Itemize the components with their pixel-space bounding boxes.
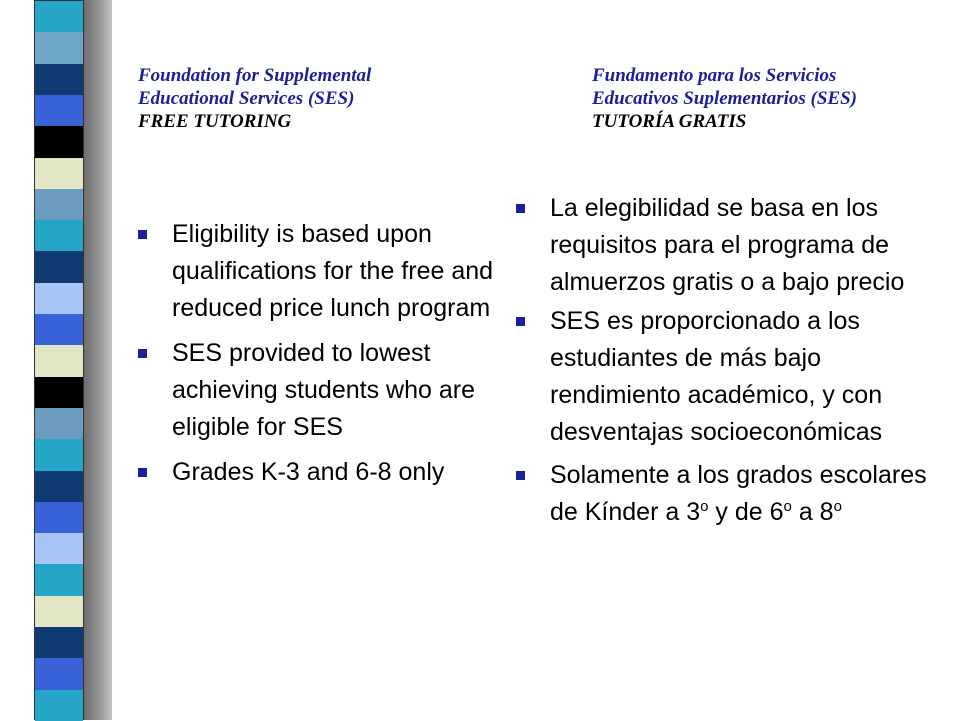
square-bullet-icon (138, 230, 147, 239)
stripe-segment (35, 32, 83, 64)
title-english-line-3: FREE TUTORING (138, 111, 292, 132)
square-bullet-icon (138, 349, 147, 358)
bullet-item (136, 335, 516, 446)
square-bullet-icon (516, 204, 525, 213)
bullet-item (136, 216, 516, 327)
english-bullet-list (136, 216, 516, 499)
ordinal-superscript: o (783, 498, 792, 515)
stripe-segment (35, 627, 83, 659)
bullet-item (514, 303, 954, 451)
bullet-text: SES es proporcionado a los estudiantes de más bajo rendimiento académico, y con desventajas socioeconómicas (550, 307, 883, 446)
bullet-item (514, 457, 954, 531)
title-spanish-line-1: Fundamento para los Servicios (592, 65, 837, 86)
title-spanish (592, 64, 857, 133)
stripe-segment (35, 314, 83, 346)
stripe-segment (35, 564, 83, 596)
stripe-segment (35, 220, 83, 252)
stripe-segment (35, 95, 83, 127)
stripe-segment (35, 471, 83, 503)
stripe-segment (35, 283, 83, 315)
title-spanish-line-2: Educativos Suplementarios (SES) (592, 88, 857, 109)
stripe-segment (35, 1, 83, 33)
decorative-stripe (34, 0, 84, 720)
stripe-segment (35, 189, 83, 221)
title-english (138, 64, 371, 133)
stripe-segment (35, 690, 83, 721)
spanish-bullet-list (514, 190, 954, 533)
title-english-line-2: Educational Services (SES) (138, 88, 355, 109)
stripe-shadow (84, 0, 112, 720)
stripe-segment (35, 64, 83, 96)
stripe-segment (35, 596, 83, 628)
stripe-segment (35, 158, 83, 190)
bullet-item (136, 454, 516, 491)
stripe-segment (35, 408, 83, 440)
stripe-segment (35, 126, 83, 158)
ordinal-superscript: o (700, 498, 709, 515)
stripe-segment (35, 658, 83, 690)
stripe-segment (35, 345, 83, 377)
bullet-text: La elegibilidad se basa en los requisitos para el programa de almuerzos gratis o a bajo precio (550, 194, 905, 296)
stripe-segment (35, 533, 83, 565)
bullet-item (514, 190, 954, 301)
stripe-segment (35, 502, 83, 534)
bullet-text: Eligibility is based upon qualifications for the free and reduced price lunch program (172, 220, 494, 322)
bullet-text-part: a 8 (791, 498, 834, 526)
bullet-text-part: y de 6 (708, 498, 784, 526)
square-bullet-icon (516, 471, 525, 480)
bullet-text: Grades K-3 and 6-8 only (172, 458, 445, 486)
bullet-text-part: Solamente a los grados escolares de Kínder a 3 (550, 461, 927, 526)
square-bullet-icon (138, 468, 147, 477)
bullet-text: SES provided to lowest achieving students who are eligible for SES (172, 339, 475, 441)
stripe-segment (35, 439, 83, 471)
ordinal-superscript: o (833, 498, 842, 515)
title-english-line-1: Foundation for Supplemental (138, 65, 372, 86)
title-spanish-line-3: TUTORÍA GRATIS (592, 111, 747, 132)
stripe-segment (35, 251, 83, 283)
square-bullet-icon (516, 317, 525, 326)
stripe-segment (35, 377, 83, 409)
